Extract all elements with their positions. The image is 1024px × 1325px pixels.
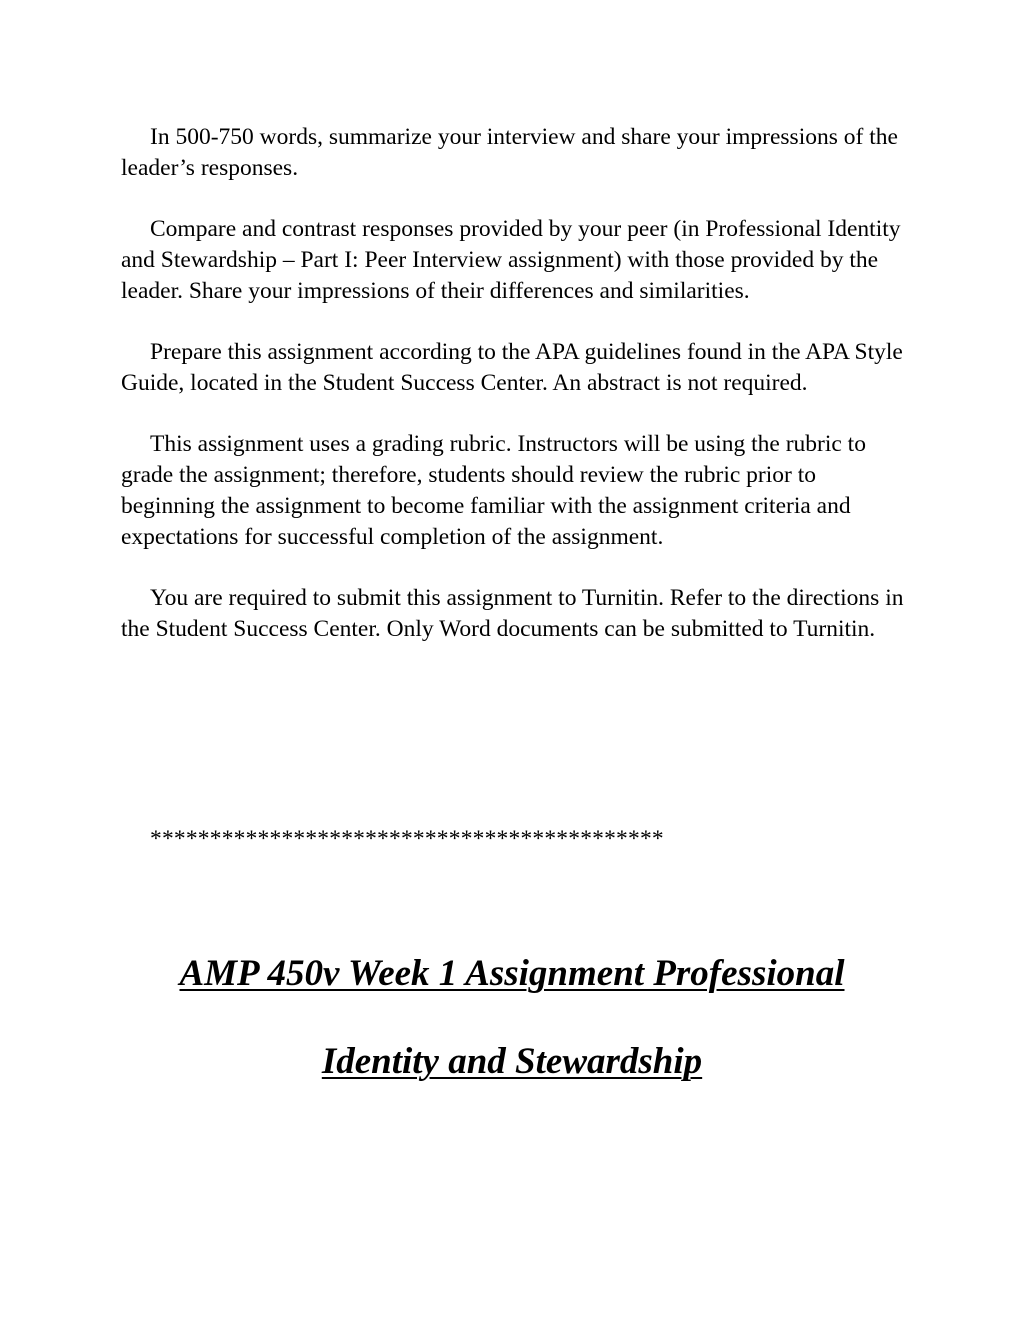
title-line-1: AMP 450v Week 1 Assignment Professional — [179, 953, 845, 994]
separator-asterisks: ******************************************* — [150, 826, 664, 852]
document-body — [121, 122, 911, 675]
paragraph-summary: In 500-750 words, summarize your interview and share your impressions of the leader’s responses. — [121, 124, 898, 181]
title-line-2: Identity and Stewardship — [321, 1041, 703, 1082]
paragraph-apa: Prepare this assignment according to the APA guidelines found in the APA Style Guide, located in the Student Success Center. An abstract is not required. — [121, 339, 903, 396]
paragraph-rubric: This assignment uses a grading rubric. Instructors will be using the rubric to grade the assignment; therefore, students should review the rubric prior to beginning the assignment to become familiar with the assignment criteria and expectations for successful completion of the assignment. — [121, 431, 866, 550]
paragraph-compare: Compare and contrast responses provided by your peer (in Professional Identity and Stewardship – Part I: Peer Interview assignment) with those provided by the leader. Share your impressions of their differences and similarities. — [121, 216, 901, 304]
paragraph-turnitin: You are required to submit this assignment to Turnitin. Refer to the directions in the Student Success Center. Only Word documents can be submitted to Turnitin. — [121, 585, 904, 642]
